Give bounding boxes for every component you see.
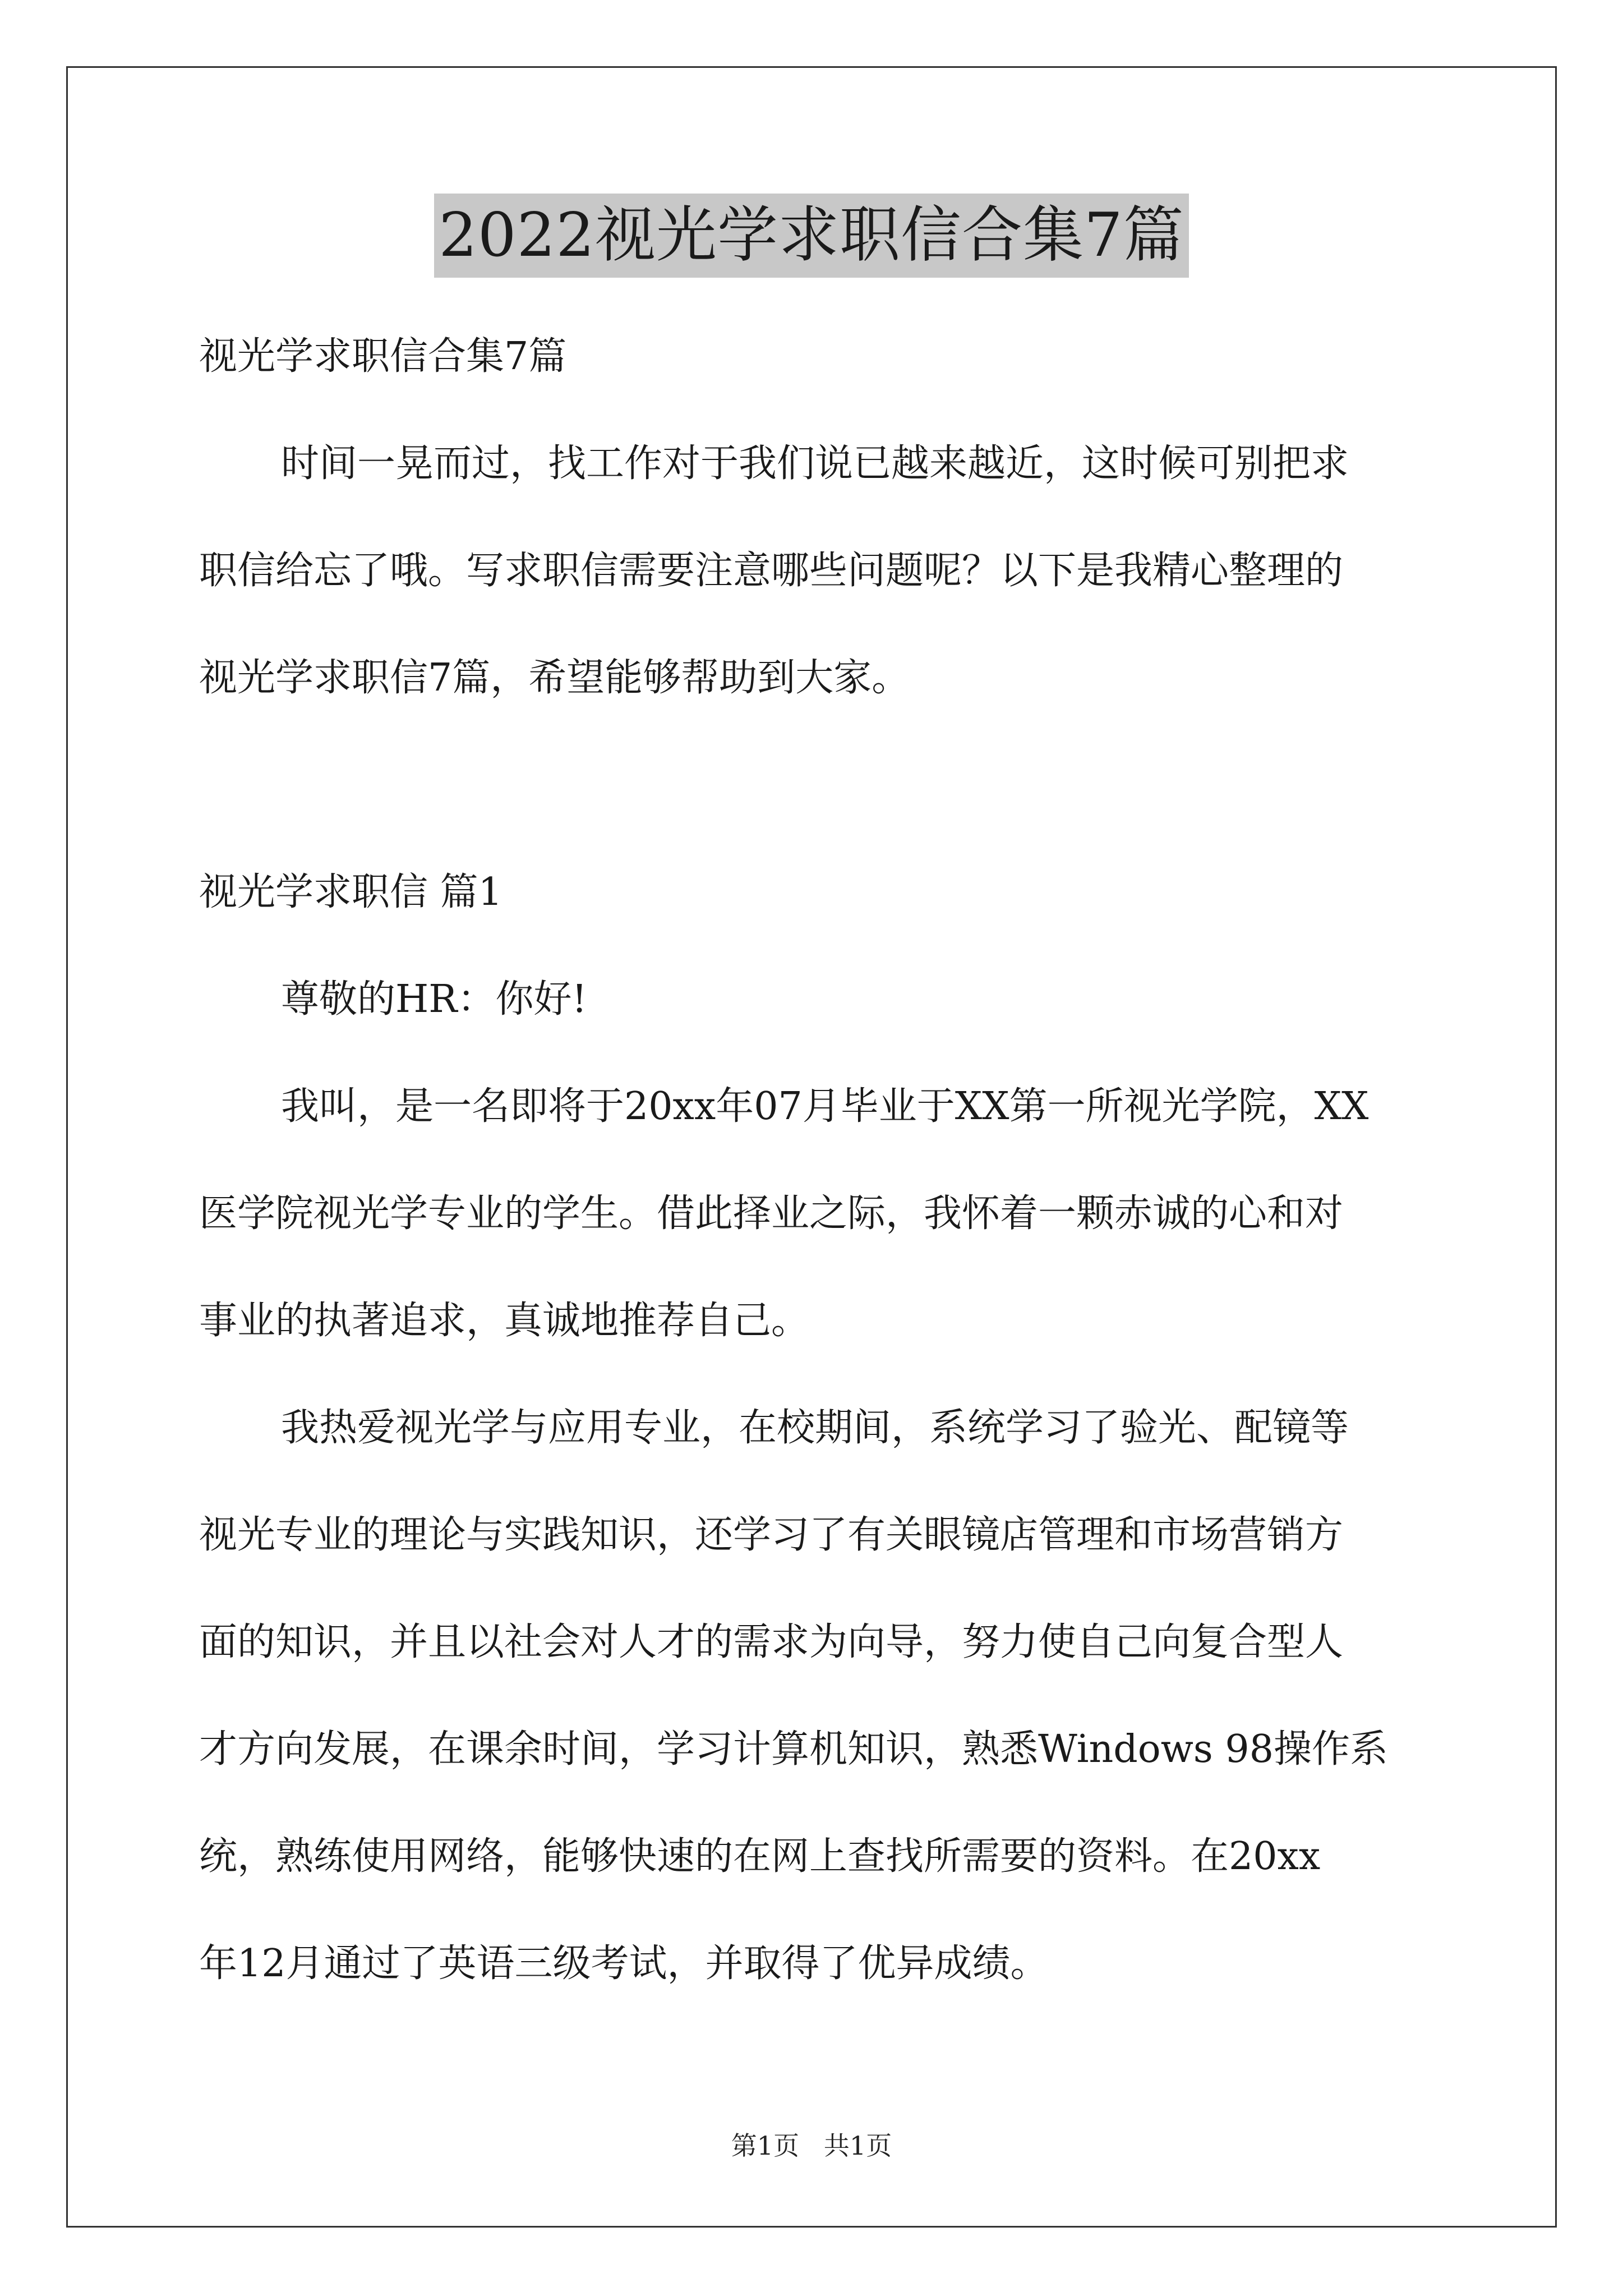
body-para2-line-5: 统，熟练使用网络，能够快速的在网上查找所需要的资料。在20xx [199, 1834, 1321, 1879]
body-para2-line-4: 才方向发展，在课余时间，学习计算机知识，熟悉Windows 98操作系 [199, 1727, 1388, 1772]
body-para1-line-1: 我叫，是一名即将于20xx年07月毕业于XX第一所视光学院，XX [281, 1084, 1369, 1129]
section-heading: 视光学求职信 篇1 [199, 870, 502, 914]
page-footer: 第1页 共1页 [731, 2131, 892, 2161]
intro-line-2: 职信给忘了哦。写求职信需要注意哪些问题呢？以下是我精心整理的 [199, 549, 1344, 593]
document-body [199, 303, 1427, 2017]
body-para2-line-3: 面的知识，并且以社会对人才的需求为向导，努力使自己向复合型人 [199, 1620, 1344, 1664]
document-title: 2022视光学求职信合集7篇 [434, 194, 1189, 278]
intro-line-3: 视光学求职信7篇，希望能够帮助到大家。 [199, 656, 910, 700]
blank-line [199, 731, 1427, 839]
body-para1-line-2: 医学院视光学专业的学生。借此择业之际，我怀着一颗赤诚的心和对 [199, 1191, 1344, 1236]
intro-line-1: 时间一晃而过，找工作对于我们说已越来越近，这时候可别把求 [281, 441, 1349, 486]
salutation: 尊敬的HR：你好! [281, 977, 587, 1022]
subtitle: 视光学求职信合集7篇 [199, 334, 567, 379]
title-container [0, 194, 1623, 278]
body-para2-line-2: 视光专业的理论与实践知识，还学习了有关眼镜店管理和市场营销方 [199, 1513, 1344, 1557]
body-para1-line-3: 事业的执著追求，真诚地推荐自己。 [199, 1299, 810, 1343]
body-para2-line-1: 我热爱视光学与应用专业，在校期间，系统学习了验光、配镜等 [281, 1406, 1349, 1450]
body-para2-line-6: 年12月通过了英语三级考试，并取得了优异成绩。 [199, 1941, 1049, 1986]
